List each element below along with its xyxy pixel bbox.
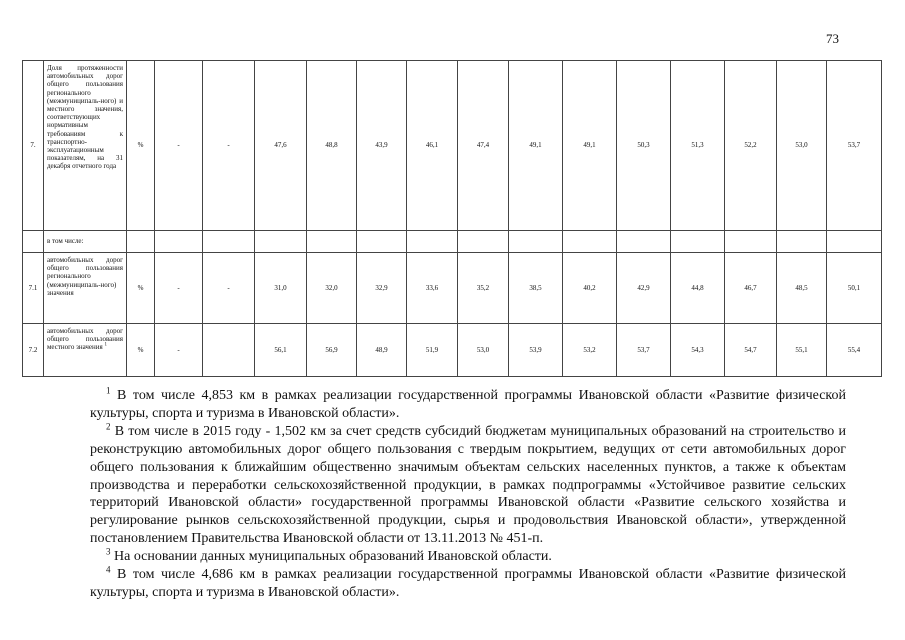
- value-cell: 53,9: [509, 324, 563, 377]
- row-label: [44, 324, 127, 377]
- value-cell: [307, 231, 357, 253]
- footnote-mark: 4: [106, 564, 111, 575]
- value-cell: 35,2: [458, 253, 509, 324]
- value-cell: 49,1: [563, 61, 617, 231]
- value-cell: 53,2: [563, 324, 617, 377]
- value-cell: [255, 231, 307, 253]
- row-number: 7.: [23, 61, 44, 231]
- value-cell: [777, 231, 827, 253]
- table-cell: -: [155, 324, 203, 377]
- page-number: 73: [826, 31, 839, 46]
- row-label-text: автомобильных дорог общего пользования местного значения: [47, 327, 123, 352]
- table-row: [23, 253, 882, 324]
- row-label-text: в том числе:: [47, 237, 84, 246]
- table-row: [23, 324, 882, 377]
- value-cell: 38,5: [509, 253, 563, 324]
- value-cell: 56,9: [307, 324, 357, 377]
- value-cell: 48,5: [777, 253, 827, 324]
- footnote-mark: 1: [106, 385, 111, 396]
- unit-cell: %: [127, 253, 155, 324]
- value-cell: 31,0: [255, 253, 307, 324]
- table-cell: -: [203, 61, 255, 231]
- unit-cell: %: [127, 61, 155, 231]
- value-cell: 53,0: [777, 61, 827, 231]
- value-cell: [725, 231, 777, 253]
- table-cell: -: [155, 253, 203, 324]
- row-label-text: автомобильных дорог общего пользования регионального (межмуниципаль-ного) значения: [47, 256, 123, 297]
- value-cell: 53,7: [617, 324, 671, 377]
- table-cell: [203, 231, 255, 253]
- value-cell: 48,9: [357, 324, 407, 377]
- row-number: 7.2: [23, 324, 44, 377]
- value-cell: 49,1: [509, 61, 563, 231]
- value-cell: [671, 231, 725, 253]
- row-label: [44, 61, 127, 231]
- value-cell: 51,9: [407, 324, 458, 377]
- value-cell: 32,0: [307, 253, 357, 324]
- value-cell: 55,1: [777, 324, 827, 377]
- value-cell: [458, 231, 509, 253]
- value-cell: 47,6: [255, 61, 307, 231]
- value-cell: 48,8: [307, 61, 357, 231]
- value-cell: 46,7: [725, 253, 777, 324]
- row-label-text: Доля протяженности автомобильных дорог общего пользования регионального (межмуниципаль-ного) и местного значения, соответствующих нормативным требованиям к транспортно-эксплуатационным показателям, на 31 декабря отчетного года: [47, 64, 123, 171]
- value-cell: 53,0: [458, 324, 509, 377]
- table-cell: -: [155, 61, 203, 231]
- value-cell: 51,3: [671, 61, 725, 231]
- value-cell: [357, 231, 407, 253]
- footnote: [90, 423, 846, 548]
- value-cell: 56,1: [255, 324, 307, 377]
- footnote-mark: 3: [106, 546, 111, 557]
- value-cell: 44,8: [671, 253, 725, 324]
- value-cell: 40,2: [563, 253, 617, 324]
- row-label: [44, 231, 127, 253]
- row-number: [23, 231, 44, 253]
- value-cell: [617, 231, 671, 253]
- footnote-mark: 2: [106, 421, 111, 432]
- value-cell: 32,9: [357, 253, 407, 324]
- value-cell: 43,9: [357, 61, 407, 231]
- value-cell: 33,6: [407, 253, 458, 324]
- footnote: [90, 548, 846, 566]
- value-cell: 54,3: [671, 324, 725, 377]
- footnote: [90, 387, 846, 423]
- footnote-text: В том числе в 2015 году - 1,502 км за счет средств субсидий бюджетам муниципальных образований на строительство и реконструкцию автомобильных дорог общего пользования с твердым покрытием, ведущих от сети автомобильных дорог общего пользования к ближайшим общественно значимым объектам сельских населенных пунктов, а также к объектам производства и переработки сельскохозяйственной продукции, в рамках подпрограммы «Устойчивое развитие сельских территорий Ивановской области» государственной программы Ивановской области «Развитие сельского хозяйства и регулирование рынков сельскохозяйственной продукции, сырья и продовольствия Ивановской области», утвержденной постановлением Правительства Ивановской области от 13.11.2013 № 451-п.: [90, 423, 846, 547]
- value-cell: 50,1: [827, 253, 882, 324]
- value-cell: [509, 231, 563, 253]
- table-row: [23, 231, 882, 253]
- value-cell: 50,3: [617, 61, 671, 231]
- value-cell: [407, 231, 458, 253]
- footnote-text: В том числе 4,853 км в рамках реализации государственной программы Ивановской области «Развитие физической культуры, спорта и туризма в Ивановской области».: [90, 388, 846, 421]
- value-cell: 55,4: [827, 324, 882, 377]
- footnote-ref: 1: [104, 343, 107, 349]
- unit-cell: %: [127, 324, 155, 377]
- table-cell: [155, 231, 203, 253]
- table-cell: [203, 324, 255, 377]
- value-cell: [827, 231, 882, 253]
- footnote: [90, 566, 846, 602]
- footnote-text: На основании данных муниципальных образований Ивановской области.: [110, 549, 552, 565]
- unit-cell: [127, 231, 155, 253]
- value-cell: 53,7: [827, 61, 882, 231]
- value-cell: 54,7: [725, 324, 777, 377]
- value-cell: 47,4: [458, 61, 509, 231]
- row-label: [44, 253, 127, 324]
- value-cell: [563, 231, 617, 253]
- footnote-text: В том числе 4,686 км в рамках реализации государственной программы Ивановской области «Развитие физической культуры, спорта и туризма в Ивановской области».: [90, 567, 846, 600]
- table-cell: -: [203, 253, 255, 324]
- row-number: 7.1: [23, 253, 44, 324]
- footnotes: [90, 387, 846, 602]
- value-cell: 42,9: [617, 253, 671, 324]
- indicators-table: [22, 60, 882, 377]
- table-row: [23, 61, 882, 231]
- value-cell: 46,1: [407, 61, 458, 231]
- value-cell: 52,2: [725, 61, 777, 231]
